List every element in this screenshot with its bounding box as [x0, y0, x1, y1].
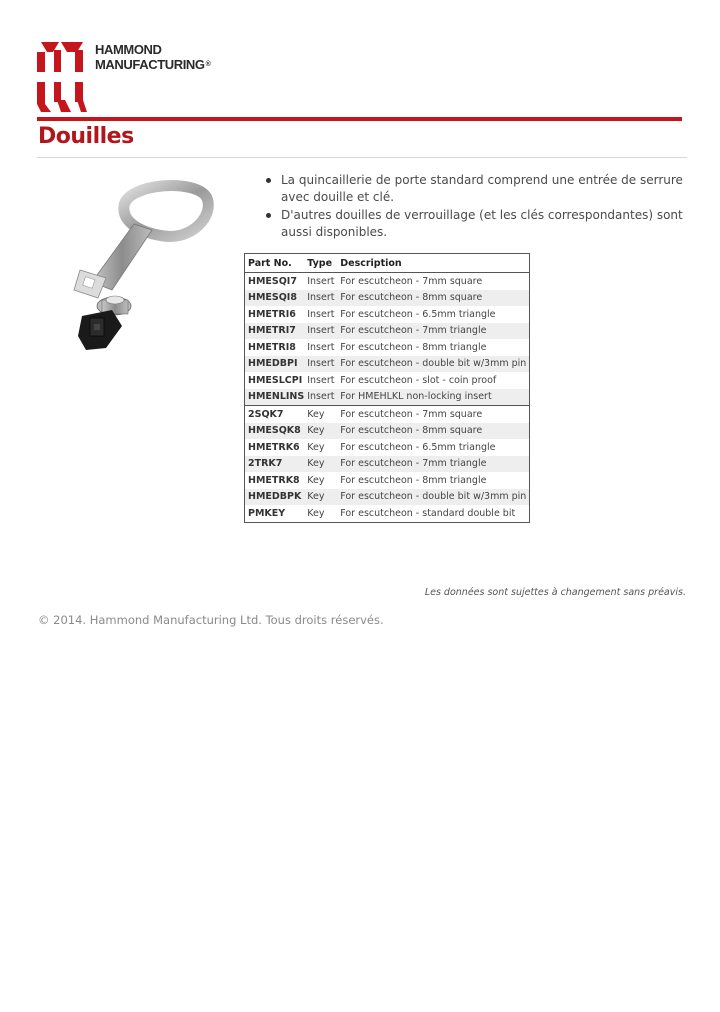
registered-mark: ®: [205, 61, 211, 68]
parts-table: [244, 253, 530, 523]
brand-line-2-text: MANUFACTURING: [95, 57, 205, 72]
hammond-logo-mark-icon: [37, 42, 87, 112]
part-description: For escutcheon - double bit w/3mm pin: [337, 356, 529, 373]
part-description: For HMEHLKL non-locking insert: [337, 389, 529, 406]
part-number: 2TRK7: [245, 456, 305, 473]
table-row: [245, 323, 530, 340]
part-description: For escutcheon - 8mm square: [337, 290, 529, 307]
part-number: HMETRI7: [245, 323, 305, 340]
part-type: Insert: [307, 275, 335, 287]
part-type: Key: [304, 456, 337, 473]
part-number: HMESLCPI: [248, 374, 303, 386]
part-type: Insert: [304, 290, 337, 307]
table-row: [245, 372, 530, 389]
feature-list: [266, 172, 686, 242]
part-number: HMETRI6: [248, 308, 296, 320]
part-description: For escutcheon - 6.5mm triangle: [340, 441, 496, 453]
part-description: For escutcheon - 8mm triangle: [340, 341, 487, 353]
list-item: [266, 207, 686, 241]
table-row: [245, 406, 530, 423]
header-red-rule: [37, 117, 682, 121]
table-row: [245, 306, 530, 323]
part-number: HMESQK8: [245, 423, 305, 440]
table-header-row: [245, 254, 530, 273]
part-description: For escutcheon - 8mm triangle: [340, 474, 487, 486]
part-type: Key: [307, 507, 325, 519]
part-number: HMEDBPI: [245, 356, 305, 373]
header-description: Description: [337, 254, 529, 273]
part-description: For escutcheon - 6.5mm triangle: [340, 308, 496, 320]
part-type: Insert: [304, 389, 337, 406]
title-divider: [37, 157, 687, 158]
header-part-no: Part No.: [245, 254, 305, 273]
table-row: [245, 489, 530, 506]
part-type: Key: [304, 423, 337, 440]
key-and-insert-photo-icon: [72, 178, 232, 353]
part-description: For escutcheon - 7mm triangle: [337, 323, 529, 340]
part-number: HMESQI8: [245, 290, 305, 307]
page-title: Douilles: [38, 124, 134, 149]
table-row: [245, 456, 530, 473]
part-type: Key: [304, 489, 337, 506]
table-row: [245, 505, 530, 522]
part-type: Insert: [307, 374, 335, 386]
part-description: For escutcheon - standard double bit: [340, 507, 516, 519]
part-number: 2SQK7: [245, 406, 305, 423]
part-type: Insert: [307, 308, 335, 320]
part-description: For escutcheon - 8mm square: [337, 423, 529, 440]
hammond-logo: [37, 42, 237, 114]
part-number: HMETRK8: [248, 474, 300, 486]
table-row: [245, 273, 530, 290]
part-description: For escutcheon - 7mm square: [340, 275, 483, 287]
part-number: HMETRK6: [248, 441, 300, 453]
brand-line-1: HAMMOND: [95, 42, 162, 57]
part-description: For escutcheon - 7mm triangle: [337, 456, 529, 473]
list-item-text: D'autres douilles de verrouillage (et les clés correspondantes) sont aussi disponibles.: [281, 208, 683, 239]
part-number: HMENLINS: [245, 389, 305, 406]
brand-name: [95, 42, 210, 72]
part-number: HMEDBPK: [245, 489, 305, 506]
part-description: For escutcheon - double bit w/3mm pin: [337, 489, 529, 506]
part-number: PMKEY: [248, 507, 286, 519]
part-number: HMETRI8: [248, 341, 296, 353]
brand-line-2: [95, 57, 210, 72]
table-row: [245, 290, 530, 307]
part-type: Insert: [304, 356, 337, 373]
part-type: Insert: [304, 323, 337, 340]
header-type: Type: [304, 254, 337, 273]
part-type: Key: [307, 441, 325, 453]
table-row: [245, 439, 530, 456]
disclaimer: Les données sont sujettes à changement sans préavis.: [424, 587, 686, 598]
list-item-text: La quincaillerie de porte standard comprend une entrée de serrure avec douille et clé.: [281, 173, 683, 204]
part-type: Key: [307, 474, 325, 486]
table-row: [245, 423, 530, 440]
part-type: Insert: [307, 341, 335, 353]
part-description: For escutcheon - 7mm square: [337, 406, 529, 423]
copyright: © 2014. Hammond Manufacturing Ltd. Tous droits réservés.: [38, 613, 384, 627]
part-type: Key: [304, 406, 337, 423]
part-number: HMESQI7: [248, 275, 297, 287]
list-item: [266, 172, 686, 206]
table-row: [245, 389, 530, 406]
table-row: [245, 472, 530, 489]
part-description: For escutcheon - slot - coin proof: [340, 374, 497, 386]
table-row: [245, 339, 530, 356]
table-row: [245, 356, 530, 373]
bullet-icon: [266, 213, 271, 218]
bullet-icon: [266, 178, 271, 183]
